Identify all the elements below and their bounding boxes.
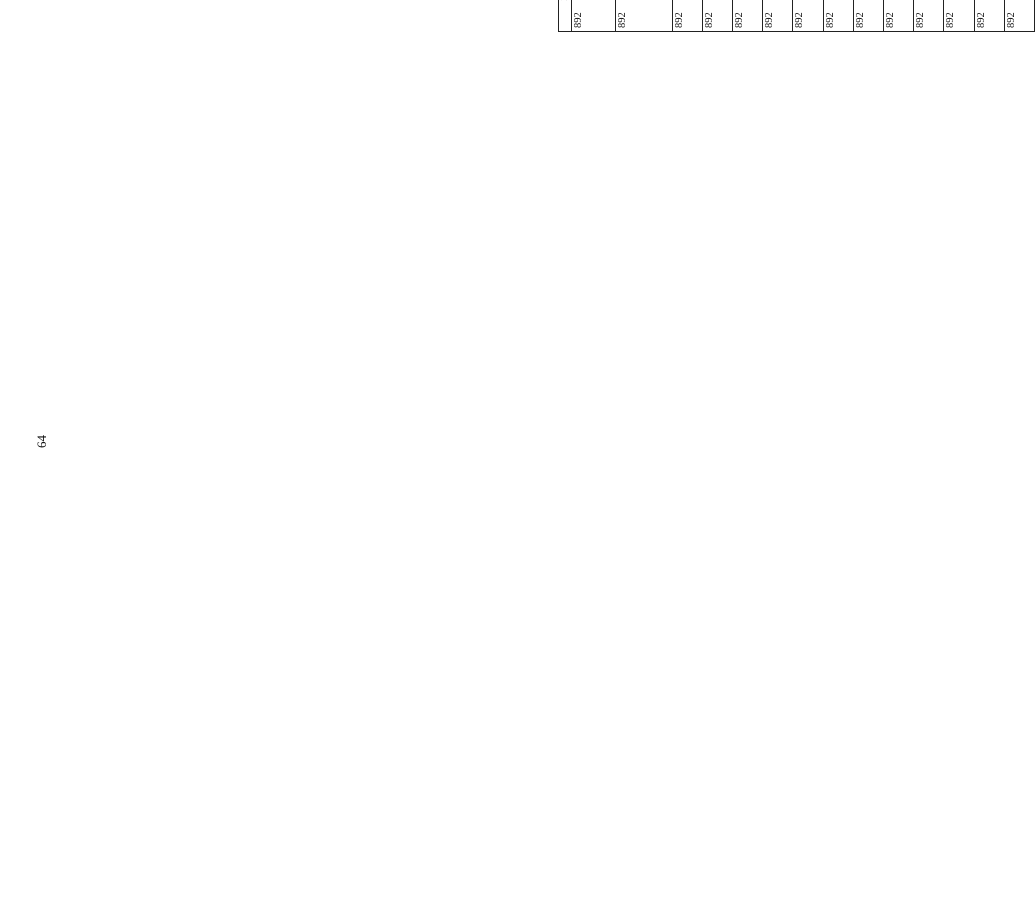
table-row [572, 0, 616, 32]
table-row [853, 0, 883, 32]
table-row [823, 0, 853, 32]
row-admin-code: 892 [793, 0, 823, 32]
table-row [883, 0, 913, 32]
header-col-1 [559, 0, 572, 32]
table-row [944, 0, 974, 32]
table-row [672, 0, 702, 32]
table-row [974, 0, 1004, 32]
page-number: 64 [34, 435, 49, 448]
row-admin-code: 892 [572, 0, 616, 32]
revenue-codes-table [558, 0, 1035, 32]
row-admin-code: 892 [853, 0, 883, 32]
row-admin-code: 892 [733, 0, 763, 32]
row-admin-code: 892 [615, 0, 672, 32]
table-body [572, 0, 1035, 32]
table-row [702, 0, 732, 32]
row-admin-code: 892 [823, 0, 853, 32]
row-admin-code: 892 [883, 0, 913, 32]
table-row [763, 0, 793, 32]
table-row [1004, 0, 1034, 32]
row-admin-code: 892 [974, 0, 1004, 32]
table-row [615, 0, 672, 32]
row-admin-code: 892 [1004, 0, 1034, 32]
row-admin-code: 892 [944, 0, 974, 32]
table-row [793, 0, 823, 32]
table-header-row [559, 0, 572, 32]
rotated-page [558, 0, 1035, 32]
row-admin-code: 892 [914, 0, 944, 32]
table-row [914, 0, 944, 32]
row-admin-code: 892 [763, 0, 793, 32]
row-admin-code: 892 [672, 0, 702, 32]
table-row [733, 0, 763, 32]
row-admin-code: 892 [702, 0, 732, 32]
